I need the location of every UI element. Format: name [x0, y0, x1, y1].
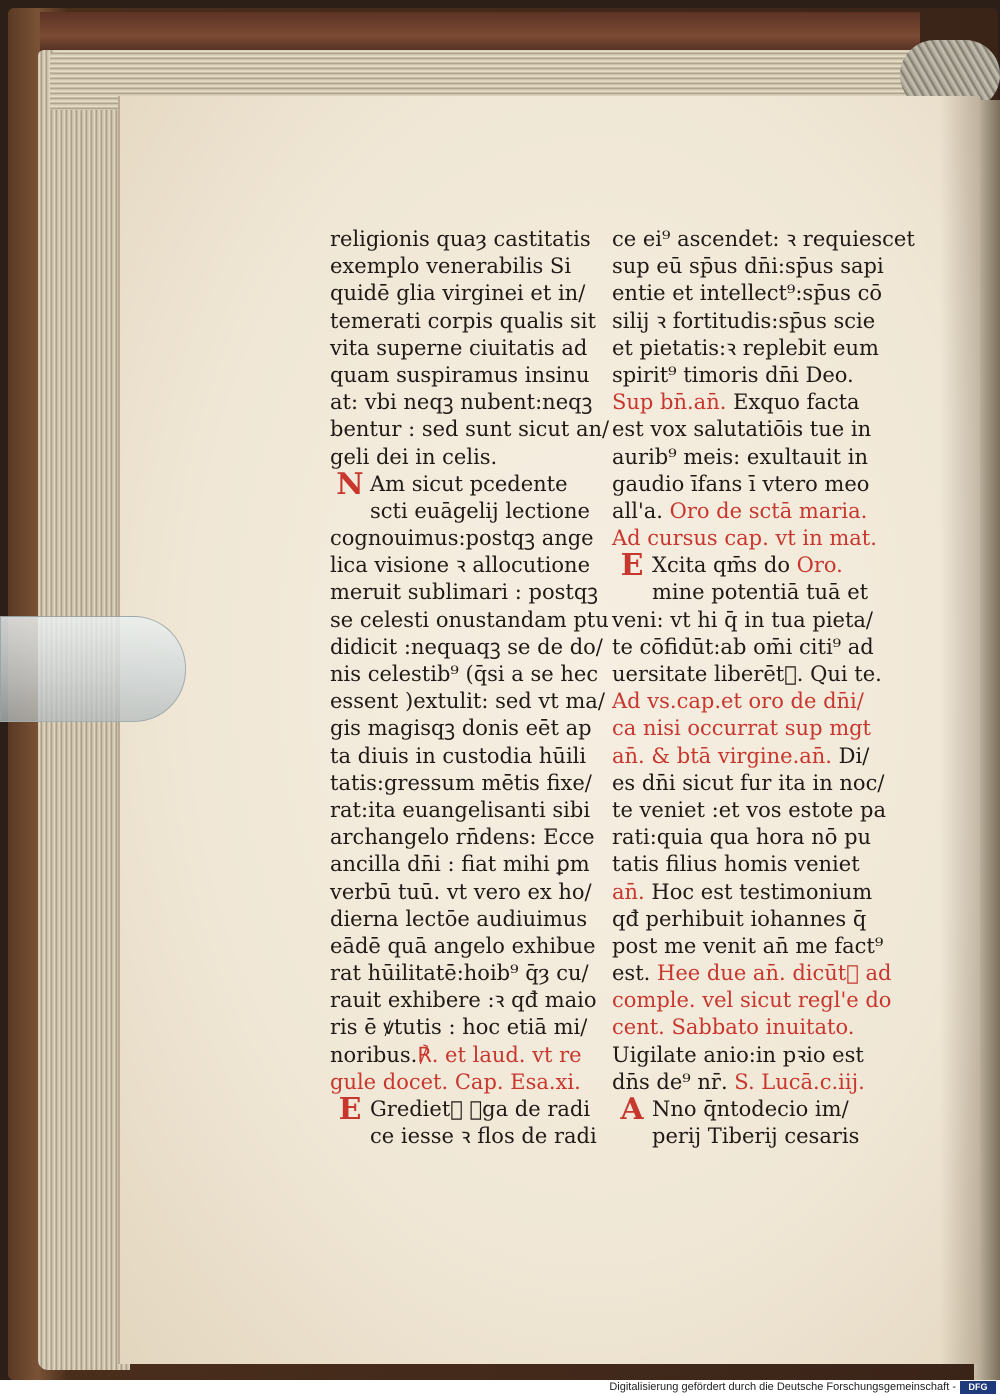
- text-line: [612, 933, 882, 960]
- text-line: [612, 444, 882, 471]
- body-text: uersitate liberētᷣ. Qui te.: [612, 662, 882, 686]
- text-line: [330, 715, 600, 742]
- text-line: [330, 525, 600, 552]
- body-text: te veniet :et vos estote pa: [612, 797, 886, 822]
- text-line: [330, 552, 600, 579]
- text-line: [330, 466, 600, 502]
- text-line: [612, 743, 882, 770]
- red-initial: A: [620, 1092, 644, 1127]
- text-line: [330, 253, 600, 280]
- text-line: [330, 960, 600, 987]
- text-line: [612, 471, 882, 498]
- text-line: [612, 715, 882, 742]
- body-text: scti euāgelij lectione: [370, 498, 590, 523]
- text-line: [612, 634, 882, 661]
- body-text: Hoc est testimonium: [644, 879, 873, 904]
- body-text: perij Tiberij cesaris: [652, 1124, 860, 1149]
- rubric-text: cent. Sabbato inuitato.: [612, 1015, 855, 1040]
- text-line: [330, 688, 605, 715]
- text-line: [330, 743, 600, 770]
- body-text: tatis filius homis veniet: [612, 852, 860, 877]
- red-initial: E: [620, 548, 644, 584]
- rubric-text: Oro de sctā maria.: [662, 498, 868, 523]
- text-line: [330, 308, 600, 335]
- body-text: exemplo venerabilis Si: [330, 254, 572, 279]
- rubric-text: ℟. et laud. vt re: [417, 1042, 582, 1067]
- text-line: [612, 879, 882, 906]
- rubric-text: ca nisi occurrat sup mgt: [612, 716, 871, 741]
- text-line: [330, 906, 600, 933]
- rubric-text: S. Lucā.c.iij.: [727, 1069, 865, 1094]
- text-line: [612, 1069, 882, 1096]
- body-text: vita superne ciuitatis ad: [330, 335, 588, 360]
- body-text: est.: [612, 961, 651, 986]
- text-line: [612, 824, 882, 851]
- body-text: at: vbi neqꝫ nubent:neqꝫ: [330, 390, 593, 415]
- text-line: [612, 389, 882, 416]
- text-line: [612, 253, 882, 280]
- body-text: quidē glia virginei et in/: [330, 281, 586, 306]
- text-line: [330, 226, 600, 253]
- body-text: didicit :nequaqꝫ se de do/: [330, 634, 603, 659]
- page-tab-marker: [0, 616, 186, 722]
- text-line: [612, 280, 882, 307]
- text-line: [330, 933, 600, 960]
- dfg-logo: DFG: [960, 1381, 996, 1394]
- text-line: [330, 634, 603, 661]
- body-text: quam suspiramus insinu: [330, 362, 590, 387]
- text-line: [612, 1014, 882, 1041]
- text-line: [330, 280, 600, 307]
- body-text: nis celestib⁹ (q̄si a se hec: [330, 662, 599, 686]
- body-text: eādē quā angelo exhibue: [330, 933, 596, 958]
- rubric-text: Ad vs.cap.et oro de dn̄i/: [612, 689, 864, 714]
- text-line: [612, 688, 882, 715]
- text-line: [612, 308, 882, 335]
- text-line: [330, 879, 600, 906]
- text-line: [612, 960, 892, 987]
- text-line: [612, 1042, 882, 1069]
- body-text: Am sicut pcedente: [370, 471, 568, 496]
- right-text-column: [612, 226, 915, 1150]
- body-text: entie et intellect⁹:sp̄us cō: [612, 281, 883, 306]
- text-line: [612, 548, 882, 584]
- rubric-text: Oro.: [789, 553, 843, 578]
- text-line: [330, 416, 610, 443]
- text-line: [330, 770, 600, 797]
- body-text: aurib⁹ meis: exultauit in: [612, 444, 868, 469]
- rubric-text: comple. vel sicut regl'e do: [612, 988, 892, 1013]
- body-text: ta diuis in custodia hūili: [330, 743, 587, 768]
- body-text: es dn̄i sicut fur ita in noc/: [612, 770, 885, 795]
- body-text: ce ei⁹ ascendet: ꝛ requiescet: [612, 227, 915, 251]
- body-text: bentur : sed sunt sicut an/: [330, 417, 610, 442]
- body-text: Nno q̄ntodecio im/: [652, 1097, 849, 1121]
- body-text: sup eū sp̄us dn̄i:sp̄us sapi: [612, 254, 884, 279]
- text-line: [612, 335, 882, 362]
- red-initial: N: [336, 466, 364, 502]
- text-line: [612, 607, 882, 634]
- body-text: ce iesse ꝛ flos de radi: [370, 1124, 597, 1149]
- text-line: [612, 661, 882, 688]
- text-line: [612, 579, 882, 606]
- text-line: [612, 525, 882, 552]
- body-text: te cōfidūt:ab om̄i citi⁹ ad: [612, 634, 874, 659]
- body-text: Xcita qm̄s do: [652, 553, 790, 578]
- rubric-text: Ad cursus cap. vt in mat.: [612, 526, 877, 551]
- body-text: religionis quaȝ castitatis: [330, 227, 591, 251]
- spine-shadow: [940, 96, 980, 1364]
- text-line: [330, 987, 600, 1014]
- text-line: [330, 389, 600, 416]
- body-text: tatis:gressum mētis fixe/: [330, 770, 592, 795]
- body-text: post me venit an̄ me fact⁹: [612, 933, 884, 958]
- rubric-text: an̄. & btā virgine.an̄.: [612, 743, 832, 768]
- body-text: est vox salutatiōis tue in: [612, 417, 872, 442]
- text-line: [330, 498, 600, 525]
- rubric-text: gule docet. Cap. Esa.xi.: [330, 1069, 581, 1094]
- body-text: noribus.: [330, 1042, 418, 1067]
- text-line: [330, 1014, 600, 1041]
- rubric-text: Hee due an̄. dicūtᷣ ad: [650, 961, 892, 986]
- text-line: [330, 797, 600, 824]
- text-line: [330, 1123, 600, 1150]
- body-text: spirit⁹ timoris dn̄i Deo.: [612, 362, 854, 387]
- text-line: [330, 607, 609, 634]
- body-text: gis magisqꝫ donis eēt ap: [330, 716, 592, 741]
- red-initial: E: [338, 1092, 362, 1127]
- body-text: rat:ita euangelisanti sibi: [330, 797, 591, 822]
- body-text: verbū tuū. vt vero ex ho/: [330, 879, 592, 904]
- body-text: cognouimus:postqꝫ ange: [330, 526, 594, 551]
- body-text: meruit sublimari : postqꝫ: [330, 580, 599, 605]
- footer-credit: Digitalisierung gefördert durch die Deutsche Forschungsgemeinschaft -: [609, 1381, 956, 1393]
- body-text: silij ꝛ fortitudis:sp̄us scie: [612, 308, 876, 333]
- body-text: geli dei in celis.: [330, 444, 498, 469]
- text-line: [612, 851, 882, 878]
- rubric-text: an̄.: [612, 879, 645, 904]
- text-line: [612, 362, 882, 389]
- text-line: [330, 824, 600, 851]
- text-line: [330, 851, 600, 878]
- body-text: rat hūilitatē:hoib⁹ q̄ȝ cu/: [330, 961, 589, 986]
- body-text: dierna lectōe audiuimus: [330, 906, 588, 931]
- text-line: [330, 1042, 600, 1069]
- body-text: essent )extulit: sed vt ma/: [330, 689, 605, 714]
- text-line: [330, 444, 600, 471]
- text-line: [612, 770, 885, 797]
- body-text: et pietatis:ꝛ replebit eum: [612, 335, 879, 360]
- body-text: Gredietᷣ ꝟga de radi: [370, 1097, 591, 1121]
- body-text: temerati corpis qualis sit: [330, 308, 596, 333]
- body-text: veni: vt hi q̄ in tua pieta/: [612, 607, 873, 632]
- text-line: [612, 797, 886, 824]
- body-text: se celesti onustandam ptu: [330, 607, 609, 632]
- text-line: [612, 906, 882, 933]
- text-line: [330, 335, 600, 362]
- left-text-column: [330, 226, 610, 1150]
- text-line: [612, 1092, 882, 1127]
- body-text: gaudio īfans ī vtero meo: [612, 471, 870, 496]
- body-text: rauit exhibere :ꝛ qđ maio: [330, 988, 597, 1013]
- body-text: archangelo rn̄dens: Ecce: [330, 825, 595, 850]
- text-line: [612, 987, 892, 1014]
- text-line: [330, 1069, 600, 1096]
- body-text: lica visione ꝛ allocutione: [330, 553, 590, 578]
- text-line: [330, 661, 600, 688]
- body-text: ancilla dn̄i : fiat mihi ꝑm: [330, 852, 590, 877]
- text-line: [612, 1123, 882, 1150]
- body-text: ris ē ꝟtutis : hoc etiā mi/: [330, 1015, 588, 1040]
- body-text: qđ perhibuit iohannes q̄: [612, 906, 867, 931]
- body-text: Di/: [831, 743, 870, 768]
- body-text: Exquo facta: [726, 390, 860, 415]
- text-line: [612, 226, 915, 253]
- text-line: [330, 579, 600, 606]
- text-line: [612, 498, 882, 525]
- body-text: all'a.: [612, 498, 663, 523]
- text-line: [330, 362, 600, 389]
- text-line: [612, 416, 882, 443]
- rubric-text: Sup bn̄.an̄.: [612, 390, 727, 415]
- body-text: mine potentiā tuā et: [652, 580, 869, 605]
- body-text: dn̄s de⁹ nr̄.: [612, 1069, 728, 1094]
- body-text: rati:quia qua hora nō pu: [612, 825, 872, 850]
- footer-bar: [0, 1380, 1000, 1396]
- body-text: Uigilate anio:in pꝛio est: [612, 1042, 864, 1067]
- text-line: [330, 1092, 600, 1127]
